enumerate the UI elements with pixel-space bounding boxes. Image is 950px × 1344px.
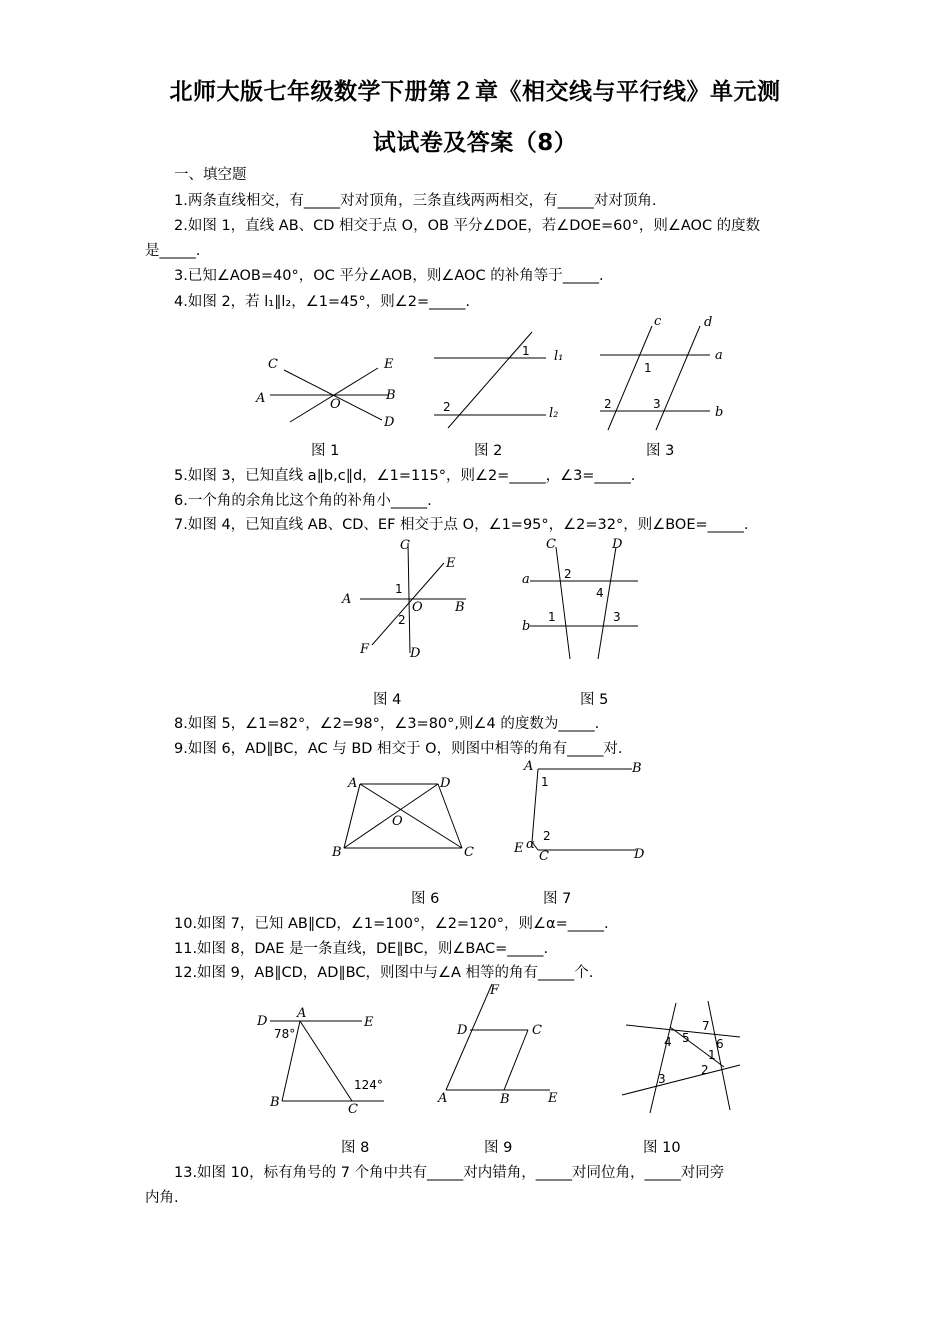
fig7-label-D: D — [634, 847, 645, 862]
fig3-label-c: c — [654, 314, 662, 329]
fig5-label-D: D — [612, 537, 623, 552]
figure-10 — [618, 995, 748, 1120]
fig10-angle-3: 3 — [658, 1072, 666, 1086]
figure-6 — [328, 770, 478, 862]
question-2: 2.如图 1，直线 AB、CD 相交于点 O，OB 平分∠DOE，若∠DOE=60°，则∠AOC 的度数 — [174, 218, 761, 234]
question-4: 4.如图 2，若 l₁∥l₂，∠1=45°，则∠2=_____. — [174, 294, 471, 310]
fig7-angle-1: 1 — [541, 775, 549, 789]
fig6-label-B: B — [332, 845, 342, 860]
fig1-label-D: D — [384, 415, 395, 430]
caption-figure-6: 图 6 — [411, 891, 440, 907]
fig7-label-C: C — [539, 849, 549, 864]
question-13-continued: 内角. — [145, 1190, 179, 1206]
fig10-angle-5: 5 — [682, 1031, 690, 1045]
fig8-label-C: C — [348, 1102, 358, 1117]
fig8-label-B: B — [270, 1095, 280, 1110]
fig3-label-d: d — [704, 315, 713, 330]
fig9-label-E: E — [548, 1091, 558, 1106]
fig10-angle-2: 2 — [701, 1063, 709, 1077]
figure-2 — [430, 330, 580, 430]
caption-figure-3: 图 3 — [646, 443, 675, 459]
question-9: 9.如图 6，AD∥BC，AC 与 BD 相交于 O，则图中相等的角有_____对. — [174, 741, 623, 757]
question-1: 1.两条直线相交，有_____对对顶角，三条直线两两相交，有_____对对顶角. — [174, 193, 657, 209]
question-10: 10.如图 7，已知 AB∥CD，∠1=100°，∠2=120°，则∠α=_____. — [174, 916, 609, 932]
fig9-label-A: A — [438, 1091, 448, 1106]
fig2-label-l1: l₁ — [554, 349, 564, 364]
fig7-label-E: E — [514, 841, 524, 856]
fig9-label-D: D — [457, 1023, 468, 1038]
fig5-angle-4: 4 — [596, 586, 604, 600]
fig2-angle-1: 1 — [522, 344, 530, 358]
figure-9 — [430, 980, 570, 1110]
fig8-label-A: A — [297, 1006, 307, 1021]
fig9-label-B: B — [500, 1092, 510, 1107]
figure-7 — [510, 758, 660, 868]
fig5-angle-2: 2 — [564, 567, 572, 581]
question-6: 6.一个角的余角比这个角的补角小_____. — [174, 493, 432, 509]
figure-4 — [338, 535, 478, 663]
fig5-angle-3: 3 — [613, 610, 621, 624]
question-8: 8.如图 5，∠1=82°，∠2=98°，∠3=80°,则∠4 的度数为_____. — [174, 716, 600, 732]
fig6-label-A: A — [348, 776, 358, 791]
fig3-angle-1: 1 — [644, 361, 652, 375]
fig9-label-C: C — [532, 1023, 542, 1038]
fig4-label-D: D — [410, 646, 421, 661]
caption-figure-4: 图 4 — [373, 692, 402, 708]
fig2-label-l2: l₂ — [549, 406, 559, 421]
fig4-label-A: A — [342, 592, 352, 607]
fig9-label-F: F — [490, 983, 500, 998]
fig5-angle-1: 1 — [548, 610, 556, 624]
fig7-label-A: A — [524, 759, 534, 774]
fig4-label-O: O — [412, 600, 423, 615]
fig7-label-B: B — [632, 761, 642, 776]
fig2-angle-2: 2 — [443, 400, 451, 414]
caption-figure-8: 图 8 — [341, 1140, 370, 1156]
fig4-angle-2: 2 — [398, 613, 406, 627]
caption-figure-1: 图 1 — [311, 443, 340, 459]
fig1-label-A: A — [256, 391, 266, 406]
question-7: 7.如图 4，已知直线 AB、CD、EF 相交于点 O，∠1=95°，∠2=32°，则∠BOE=_____. — [174, 517, 749, 533]
figure-5 — [518, 535, 648, 663]
question-2-continued: 是_____. — [145, 243, 201, 259]
fig1-label-O: O — [330, 397, 341, 412]
fig5-label-C: C — [546, 537, 556, 552]
figure-1 — [250, 350, 410, 435]
figure-8 — [252, 1005, 392, 1117]
fig4-label-B: B — [455, 600, 465, 615]
fig1-label-E: E — [384, 357, 394, 372]
fig10-angle-6: 6 — [716, 1037, 724, 1051]
section-heading: 一、填空题 — [174, 167, 247, 183]
fig7-angle-2: 2 — [543, 829, 551, 843]
page-title-line2: 试试卷及答案（8） — [372, 130, 578, 156]
fig4-label-F: F — [360, 642, 370, 657]
caption-figure-7: 图 7 — [543, 891, 572, 907]
caption-figure-5: 图 5 — [580, 692, 609, 708]
fig10-angle-7: 7 — [702, 1019, 710, 1033]
fig1-label-C: C — [268, 357, 278, 372]
question-5: 5.如图 3，已知直线 a∥b,c∥d，∠1=115°，则∠2=_____，∠3=_____. — [174, 468, 636, 484]
fig3-angle-2: 2 — [604, 397, 612, 411]
fig1-label-B: B — [386, 388, 396, 403]
fig6-label-O: O — [392, 814, 403, 829]
question-3: 3.已知∠AOB=40°，OC 平分∠AOB，则∠AOC 的补角等于_____. — [174, 268, 604, 284]
fig5-label-a: a — [522, 572, 530, 587]
question-12: 12.如图 9，AB∥CD，AD∥BC，则图中与∠A 相等的角有_____个. — [174, 965, 594, 981]
question-11: 11.如图 8，DAE 是一条直线，DE∥BC，则∠BAC=_____. — [174, 941, 549, 957]
fig8-label-E: E — [364, 1015, 374, 1030]
fig3-label-b: b — [715, 405, 724, 420]
figure-3 — [592, 312, 732, 434]
fig3-label-a: a — [715, 348, 723, 363]
fig6-label-C: C — [464, 845, 474, 860]
caption-figure-10: 图 10 — [643, 1140, 681, 1156]
fig8-angle-78: 78° — [274, 1027, 296, 1041]
fig4-angle-1: 1 — [395, 582, 403, 596]
fig6-label-D: D — [440, 776, 451, 791]
fig8-label-D: D — [257, 1014, 268, 1029]
fig10-angle-4: 4 — [664, 1035, 672, 1049]
caption-figure-9: 图 9 — [484, 1140, 513, 1156]
fig8-angle-124: 124° — [354, 1078, 383, 1092]
question-13: 13.如图 10，标有角号的 7 个角中共有_____对内错角，_____对同位角，_____对同旁 — [174, 1165, 725, 1181]
fig4-label-C: C — [400, 538, 410, 553]
caption-figure-2: 图 2 — [474, 443, 503, 459]
fig5-label-b: b — [522, 619, 531, 634]
fig7-label-alpha: α — [526, 837, 535, 852]
fig4-label-E: E — [446, 556, 456, 571]
page-title-line1: 北师大版七年级数学下册第２章《相交线与平行线》单元测 — [169, 79, 781, 105]
fig3-angle-3: 3 — [653, 397, 661, 411]
fig10-angle-1: 1 — [708, 1048, 716, 1062]
